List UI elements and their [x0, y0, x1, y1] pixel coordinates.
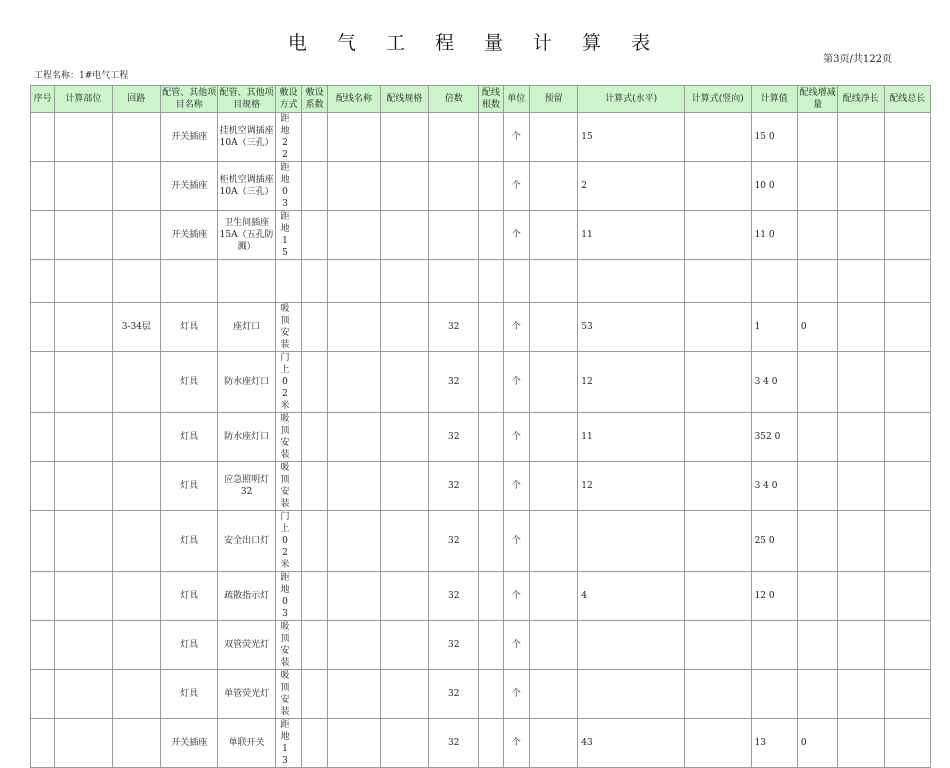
laying-coef-cell: [302, 572, 328, 621]
item-name-cell: 灯具: [161, 621, 218, 670]
wire-name-cell: [328, 211, 380, 260]
laying-method-cell: 吸顶安装: [275, 303, 301, 352]
laying-coef-cell: [302, 462, 328, 511]
wire-adjust-cell: [797, 260, 837, 303]
reserve-cell: [529, 211, 577, 260]
formula-vertical-cell: [685, 413, 752, 462]
multiplier-cell: 32: [429, 670, 479, 719]
index-cell: [31, 113, 55, 162]
reserve-cell: [529, 670, 577, 719]
wire-name-cell: [328, 462, 380, 511]
item-spec-cell: 防水座灯口: [218, 413, 275, 462]
reserve-cell: [529, 303, 577, 352]
index-cell: [31, 413, 55, 462]
item-spec-cell: 挂机空调插座10A（三孔）: [218, 113, 275, 162]
wire-spec-cell: [380, 462, 428, 511]
laying-coef-cell: [302, 162, 328, 211]
table-row: [31, 670, 931, 719]
location-cell: [55, 719, 112, 768]
item-spec-cell: 卫生间插座15A（五孔防溅）: [218, 211, 275, 260]
laying-method-cell: 吸顶安装: [275, 670, 301, 719]
value-cell: 11 0: [751, 211, 797, 260]
reserve-cell: [529, 511, 577, 572]
laying-method-cell: 门上0 2米: [275, 511, 301, 572]
col-header-wire-net: 配线净长: [838, 86, 884, 113]
table-row: [31, 511, 931, 572]
formula-horizontal-cell: 12: [578, 352, 685, 413]
table-row: [31, 413, 931, 462]
item-spec-cell: 座灯口: [218, 303, 275, 352]
index-cell: [31, 621, 55, 670]
formula-vertical-cell: [685, 303, 752, 352]
wire-total-cell: [884, 303, 930, 352]
unit-cell: 个: [503, 670, 529, 719]
multiplier-cell: 32: [429, 303, 479, 352]
unit-cell: 个: [503, 113, 529, 162]
wire-count-cell: [479, 211, 503, 260]
wire-total-cell: [884, 572, 930, 621]
table-row: [31, 303, 931, 352]
item-spec-cell: 柜机空调插座10A（三孔）: [218, 162, 275, 211]
laying-coef-cell: [302, 413, 328, 462]
reserve-cell: [529, 352, 577, 413]
wire-net-cell: [838, 211, 884, 260]
value-cell: 1: [751, 303, 797, 352]
table-row: [31, 352, 931, 413]
item-name-cell: [161, 260, 218, 303]
laying-method-cell: 吸顶安装: [275, 621, 301, 670]
formula-horizontal-cell: 12: [578, 462, 685, 511]
multiplier-cell: [429, 113, 479, 162]
wire-total-cell: [884, 162, 930, 211]
formula-horizontal-cell: 2: [578, 162, 685, 211]
unit-cell: 个: [503, 352, 529, 413]
wire-net-cell: [838, 572, 884, 621]
unit-cell: 个: [503, 413, 529, 462]
item-spec-cell: 单联开关: [218, 719, 275, 768]
location-cell: [55, 303, 112, 352]
formula-vertical-cell: [685, 462, 752, 511]
multiplier-cell: 32: [429, 621, 479, 670]
wire-count-cell: [479, 670, 503, 719]
col-header-reserve: 预留: [529, 86, 577, 113]
wire-total-cell: [884, 670, 930, 719]
wire-count-cell: [479, 621, 503, 670]
laying-method-cell: 距地2 2: [275, 113, 301, 162]
value-cell: 13: [751, 719, 797, 768]
index-cell: [31, 162, 55, 211]
wire-net-cell: [838, 352, 884, 413]
item-spec-cell: 双管荧光灯: [218, 621, 275, 670]
circuit-cell: [112, 413, 160, 462]
laying-method-cell: 门上0 2米: [275, 352, 301, 413]
table-row: [31, 113, 931, 162]
item-name-cell: 灯具: [161, 572, 218, 621]
page-indicator: 第3页/共122页: [823, 54, 892, 65]
col-header-index: 序号: [31, 86, 55, 113]
multiplier-cell: 32: [429, 413, 479, 462]
wire-count-cell: [479, 352, 503, 413]
formula-vertical-cell: [685, 572, 752, 621]
value-cell: [751, 670, 797, 719]
table-row: [31, 719, 931, 768]
wire-spec-cell: [380, 162, 428, 211]
formula-horizontal-cell: 11: [578, 413, 685, 462]
wire-spec-cell: [380, 211, 428, 260]
item-spec-cell: 疏散指示灯: [218, 572, 275, 621]
col-header-laying-method: 敷设方式: [275, 86, 301, 113]
location-cell: [55, 572, 112, 621]
wire-adjust-cell: [797, 572, 837, 621]
wire-adjust-cell: [797, 162, 837, 211]
wire-net-cell: [838, 303, 884, 352]
item-name-cell: 灯具: [161, 413, 218, 462]
value-cell: [751, 260, 797, 303]
col-header-wire-total: 配线总长: [884, 86, 930, 113]
formula-vertical-cell: [685, 719, 752, 768]
multiplier-cell: 32: [429, 462, 479, 511]
wire-spec-cell: [380, 719, 428, 768]
wire-spec-cell: [380, 511, 428, 572]
wire-adjust-cell: [797, 511, 837, 572]
circuit-cell: [112, 462, 160, 511]
location-cell: [55, 413, 112, 462]
col-header-multiplier: 倍数: [429, 86, 479, 113]
wire-adjust-cell: [797, 621, 837, 670]
laying-coef-cell: [302, 352, 328, 413]
multiplier-cell: [429, 260, 479, 303]
item-spec-cell: [218, 260, 275, 303]
wire-count-cell: [479, 303, 503, 352]
index-cell: [31, 719, 55, 768]
wire-name-cell: [328, 511, 380, 572]
unit-cell: 个: [503, 511, 529, 572]
reserve-cell: [529, 162, 577, 211]
value-cell: 3 4 0: [751, 462, 797, 511]
wire-net-cell: [838, 462, 884, 511]
wire-total-cell: [884, 511, 930, 572]
location-cell: [55, 113, 112, 162]
laying-coef-cell: [302, 670, 328, 719]
laying-method-cell: [275, 260, 301, 303]
multiplier-cell: [429, 211, 479, 260]
wire-total-cell: [884, 462, 930, 511]
formula-vertical-cell: [685, 352, 752, 413]
index-cell: [31, 211, 55, 260]
wire-net-cell: [838, 670, 884, 719]
formula-horizontal-cell: 43: [578, 719, 685, 768]
wire-net-cell: [838, 113, 884, 162]
wire-total-cell: [884, 719, 930, 768]
wire-total-cell: [884, 113, 930, 162]
location-cell: [55, 462, 112, 511]
location-cell: [55, 260, 112, 303]
unit-cell: [503, 260, 529, 303]
wire-total-cell: [884, 413, 930, 462]
reserve-cell: [529, 621, 577, 670]
wire-adjust-cell: [797, 670, 837, 719]
value-cell: [751, 621, 797, 670]
laying-coef-cell: [302, 211, 328, 260]
laying-coef-cell: [302, 621, 328, 670]
item-name-cell: 开关插座: [161, 162, 218, 211]
formula-vertical-cell: [685, 162, 752, 211]
quantity-table: [30, 85, 931, 768]
index-cell: [31, 670, 55, 719]
wire-name-cell: [328, 621, 380, 670]
wire-count-cell: [479, 260, 503, 303]
laying-method-cell: 距地1 3: [275, 719, 301, 768]
wire-count-cell: [479, 113, 503, 162]
circuit-cell: [112, 621, 160, 670]
wire-total-cell: [884, 352, 930, 413]
wire-net-cell: [838, 260, 884, 303]
wire-total-cell: [884, 211, 930, 260]
circuit-cell: [112, 113, 160, 162]
item-name-cell: 灯具: [161, 352, 218, 413]
header-row: [31, 86, 931, 113]
index-cell: [31, 572, 55, 621]
col-header-wire-name: 配线名称: [328, 86, 380, 113]
wire-adjust-cell: [797, 352, 837, 413]
formula-horizontal-cell: [578, 670, 685, 719]
wire-name-cell: [328, 413, 380, 462]
location-cell: [55, 211, 112, 260]
col-header-wire-adjust: 配线增减量: [797, 86, 837, 113]
formula-horizontal-cell: 11: [578, 211, 685, 260]
unit-cell: 个: [503, 572, 529, 621]
wire-spec-cell: [380, 413, 428, 462]
circuit-cell: [112, 352, 160, 413]
circuit-cell: [112, 211, 160, 260]
location-cell: [55, 511, 112, 572]
formula-horizontal-cell: [578, 260, 685, 303]
wire-spec-cell: [380, 260, 428, 303]
laying-method-cell: 吸顶安装: [275, 413, 301, 462]
item-name-cell: 开关插座: [161, 113, 218, 162]
col-header-unit: 单位: [503, 86, 529, 113]
circuit-cell: 3-34层: [112, 303, 160, 352]
wire-name-cell: [328, 162, 380, 211]
wire-net-cell: [838, 162, 884, 211]
item-name-cell: 灯具: [161, 670, 218, 719]
wire-adjust-cell: [797, 462, 837, 511]
multiplier-cell: 32: [429, 719, 479, 768]
wire-net-cell: [838, 511, 884, 572]
value-cell: 352 0: [751, 413, 797, 462]
wire-name-cell: [328, 719, 380, 768]
wire-count-cell: [479, 719, 503, 768]
col-header-value: 计算值: [751, 86, 797, 113]
wire-adjust-cell: [797, 413, 837, 462]
wire-count-cell: [479, 572, 503, 621]
reserve-cell: [529, 462, 577, 511]
location-cell: [55, 352, 112, 413]
location-cell: [55, 621, 112, 670]
col-header-circuit: 回路: [112, 86, 160, 113]
wire-total-cell: [884, 260, 930, 303]
wire-spec-cell: [380, 670, 428, 719]
wire-name-cell: [328, 670, 380, 719]
col-header-location: 计算部位: [55, 86, 112, 113]
unit-cell: 个: [503, 303, 529, 352]
table-row: [31, 211, 931, 260]
reserve-cell: [529, 260, 577, 303]
wire-count-cell: [479, 462, 503, 511]
unit-cell: 个: [503, 719, 529, 768]
circuit-cell: [112, 670, 160, 719]
wire-adjust-cell: [797, 211, 837, 260]
wire-name-cell: [328, 352, 380, 413]
value-cell: 10 0: [751, 162, 797, 211]
value-cell: 15 0: [751, 113, 797, 162]
formula-horizontal-cell: [578, 511, 685, 572]
table-body: [31, 113, 931, 768]
wire-adjust-cell: 0: [797, 303, 837, 352]
laying-method-cell: 吸顶安装: [275, 462, 301, 511]
index-cell: [31, 511, 55, 572]
wire-name-cell: [328, 113, 380, 162]
multiplier-cell: 32: [429, 511, 479, 572]
wire-count-cell: [479, 511, 503, 572]
wire-name-cell: [328, 303, 380, 352]
formula-vertical-cell: [685, 670, 752, 719]
laying-coef-cell: [302, 303, 328, 352]
unit-cell: 个: [503, 211, 529, 260]
item-name-cell: 开关插座: [161, 211, 218, 260]
wire-total-cell: [884, 621, 930, 670]
col-header-formula-horizontal: 计算式(水平): [578, 86, 685, 113]
multiplier-cell: 32: [429, 572, 479, 621]
value-cell: 3 4 0: [751, 352, 797, 413]
laying-method-cell: 距地0 3: [275, 572, 301, 621]
location-cell: [55, 162, 112, 211]
laying-coef-cell: [302, 113, 328, 162]
circuit-cell: [112, 260, 160, 303]
item-spec-cell: 应急照明灯32: [218, 462, 275, 511]
col-header-formula-vertical: 计算式(竖向): [685, 86, 752, 113]
reserve-cell: [529, 413, 577, 462]
formula-horizontal-cell: 4: [578, 572, 685, 621]
formula-horizontal-cell: 53: [578, 303, 685, 352]
formula-horizontal-cell: 15: [578, 113, 685, 162]
index-cell: [31, 462, 55, 511]
wire-net-cell: [838, 719, 884, 768]
item-name-cell: 灯具: [161, 303, 218, 352]
unit-cell: 个: [503, 462, 529, 511]
reserve-cell: [529, 572, 577, 621]
wire-net-cell: [838, 621, 884, 670]
laying-method-cell: 距地0 3: [275, 162, 301, 211]
item-name-cell: 灯具: [161, 511, 218, 572]
table-row: [31, 260, 931, 303]
formula-vertical-cell: [685, 621, 752, 670]
col-header-item-spec: 配管、其他项目规格: [218, 86, 275, 113]
table-row: [31, 572, 931, 621]
circuit-cell: [112, 572, 160, 621]
table-row: [31, 162, 931, 211]
item-name-cell: 灯具: [161, 462, 218, 511]
laying-coef-cell: [302, 260, 328, 303]
location-cell: [55, 670, 112, 719]
index-cell: [31, 260, 55, 303]
formula-vertical-cell: [685, 511, 752, 572]
formula-horizontal-cell: [578, 621, 685, 670]
formula-vertical-cell: [685, 211, 752, 260]
reserve-cell: [529, 113, 577, 162]
item-name-cell: 开关插座: [161, 719, 218, 768]
col-header-wire-count: 配线根数: [479, 86, 503, 113]
value-cell: 12 0: [751, 572, 797, 621]
laying-coef-cell: [302, 511, 328, 572]
project-name: 工程名称：1#电气工程: [34, 71, 129, 81]
circuit-cell: [112, 719, 160, 768]
wire-count-cell: [479, 413, 503, 462]
table-row: [31, 462, 931, 511]
item-spec-cell: 防水座灯口: [218, 352, 275, 413]
index-cell: [31, 352, 55, 413]
unit-cell: 个: [503, 162, 529, 211]
laying-coef-cell: [302, 719, 328, 768]
formula-vertical-cell: [685, 113, 752, 162]
circuit-cell: [112, 511, 160, 572]
col-header-laying-coef: 敷设系数: [302, 86, 328, 113]
value-cell: 25 0: [751, 511, 797, 572]
table-row: [31, 621, 931, 670]
formula-vertical-cell: [685, 260, 752, 303]
col-header-wire-spec: 配线规格: [380, 86, 428, 113]
wire-name-cell: [328, 572, 380, 621]
item-spec-cell: 安全出口灯: [218, 511, 275, 572]
wire-spec-cell: [380, 303, 428, 352]
col-header-item-name: 配管、其他项目名称: [161, 86, 218, 113]
reserve-cell: [529, 719, 577, 768]
unit-cell: 个: [503, 621, 529, 670]
wire-adjust-cell: 0: [797, 719, 837, 768]
wire-net-cell: [838, 413, 884, 462]
index-cell: [31, 303, 55, 352]
laying-method-cell: 距地1 5: [275, 211, 301, 260]
multiplier-cell: [429, 162, 479, 211]
wire-count-cell: [479, 162, 503, 211]
wire-spec-cell: [380, 352, 428, 413]
wire-name-cell: [328, 260, 380, 303]
wire-adjust-cell: [797, 113, 837, 162]
wire-spec-cell: [380, 572, 428, 621]
multiplier-cell: 32: [429, 352, 479, 413]
circuit-cell: [112, 162, 160, 211]
wire-spec-cell: [380, 113, 428, 162]
item-spec-cell: 单管荧光灯: [218, 670, 275, 719]
wire-spec-cell: [380, 621, 428, 670]
sheet-title: 电 气 工 程 量 计 算 表: [287, 32, 663, 54]
